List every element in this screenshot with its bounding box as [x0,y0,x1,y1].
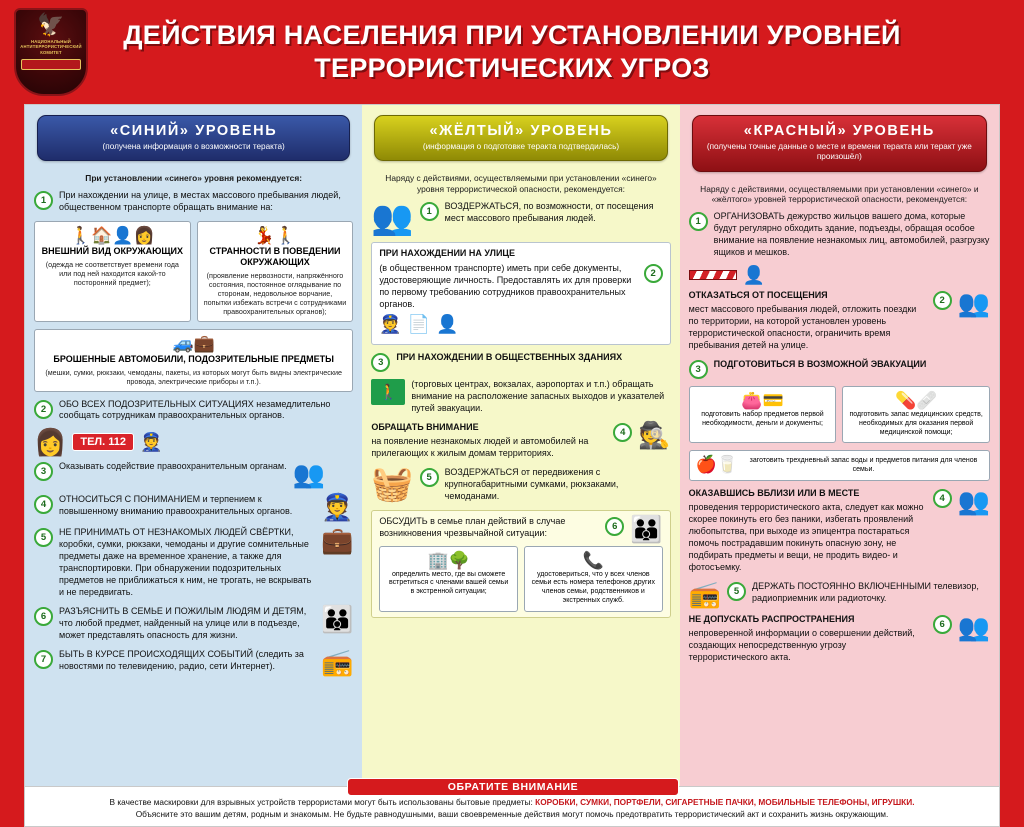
level-badge-blue [37,115,350,161]
level-badge-yellow [374,115,667,161]
item-text: проведения террористического акта, следует как можно скорее покинуть его без паники, избегать проявлений любопытства, при выходе из эпицентра постараться помочь пострадавшим покинуть опасную зону, не подбирать предметы и вещи, не продить видео- и фотосъемку. [688,502,924,573]
card-medicine [842,386,990,443]
level-blue-title: «СИНИЙ» УРОВЕНЬ [110,123,278,139]
card-phone-numbers [524,546,663,612]
radio-icon: 📻 [320,647,354,678]
item-heading: ОТКАЗАТЬСЯ ОТ ПОСЕЩЕНИЯ [688,290,828,301]
emergency-phone-badge: ТЕЛ. 112 [72,433,134,451]
title-line-1: ДЕЙСТВИЯ НАСЕЛЕНИЯ ПРИ УСТАНОВЛЕНИИ УРОВНЕЙ [123,20,901,51]
item-number: 2 [933,291,952,310]
item-number: 6 [933,615,952,634]
list-item [34,459,353,490]
item-text: Оказывать содействие правоохранительным органам. [59,461,287,472]
item-number: 6 [605,517,624,536]
card-appearance [34,221,191,322]
item-number: 6 [34,607,53,626]
level-red-subtitle: (получены точные данные о месте и времени теракта или теракт уже произошёл) [706,142,972,162]
policeman-icon: 👮 [379,313,402,334]
card-behaviour [197,221,354,322]
guard-icon: 👤 [742,265,766,286]
policeman-icon: 👮 [140,432,163,453]
panel-family-plan [371,510,670,618]
columns-container [25,105,999,793]
item-text: ДЕРЖАТЬ ПОСТОЯННО ВКЛЮЧЕННЫМИ телевизор, радиоприемник или радиоточку. [752,581,979,604]
list-item [34,606,353,642]
item-number: 5 [420,468,439,487]
attention-banner: ОБРАТИТЕ ВНИМАНИЕ [347,778,679,796]
item-number: 5 [727,582,746,601]
helping-people-icon: 👥 [292,459,325,490]
footer-line2: Объясните это вашим детям, родным и знакомым. Не будьте равнодушными, ваши своевременные действия могут помочь предотвратить террористический акт и сохранить жизнь окружающим. [135,809,889,820]
content-board [24,104,1000,794]
list-item [371,464,670,503]
item-text: При нахождении на улице, в местах массового пребывания людей, общественном транспорте обращать внимание на: [59,190,341,213]
item-text: РАЗЪЯСНИТЬ В СЕМЬЕ И ПОЖИЛЫМ ЛЮДЯМ И ДЕТЯМ, что любой предмет, найденный на улице или в подъезде, может представлять опасность для жизни. [59,606,307,641]
item-heading: ОКАЗАВШИСЬ ВБЛИЗИ ИЛИ В МЕСТЕ [688,488,860,499]
exit-sign-icon: 🚶 [371,379,405,405]
card-meeting-place [379,546,518,612]
list-item [34,190,353,214]
card-abandoned-objects [34,329,353,392]
list-item [34,399,353,423]
nervous-person-icon: 💃🚶 [253,226,297,246]
column-blue [25,105,362,793]
list-item [689,614,990,664]
citizen-icon: 👤 [436,313,459,334]
column-yellow-note: Наряду с действиями, осуществляемыми при установлении «синего» уровня террористической опасности, рекомендуется: [385,173,657,195]
item-number: 3 [34,462,53,481]
rumour-people-icon: 👥 [957,612,990,643]
panel-street [371,242,670,345]
list-item [34,492,354,523]
column-blue-note: При установлении «синего» уровня рекомендуется: [85,173,303,184]
rescue-help-icon: 👥 [957,486,990,517]
footer-line1-red: КОРОБКИ, СУМКИ, ПОРТФЕЛИ, СИГАРЕТНЫЕ ПАЧКИ, МОБИЛЬНЫЕ ТЕЛЕФОНЫ, ИГРУШКИ. [535,797,915,807]
poster-footer [24,781,1000,827]
column-red [680,105,999,793]
column-red-note: Наряду с действиями, осуществляемыми при установлении «синего» и «жёлтого» уровней террористической опасности, рекомендуется: [700,183,979,205]
item-heading: ПОДГОТОВИТЬСЯ В ВОЗМОЖНОЙ ЭВАКУАЦИИ [713,359,927,370]
title-line-2: ТЕРРОРИСТИЧЕСКИХ УГРОЗ [314,53,710,83]
crowd-icon: 👥 [371,199,414,238]
luggage-person-icon: 🧺 [371,464,414,503]
nac-emblem [14,8,88,96]
crowd-avoid-icon: 👥 [957,288,990,319]
item-text: ВОЗДЕРЖАТЬСЯ, по возможности, от посещения мест массового пребывания людей. [444,201,654,224]
list-item [689,359,990,379]
telephone-icon: 📞 [582,550,604,570]
card-body: (проявление нервозности, напряжённого состояния, постоянное оглядывание по сторонам, недовольное ворчание, попытки избежать встречи с сотрудниками правоохранительных органов); [203,270,347,316]
item-number: 1 [34,191,53,210]
eagle-icon: 🦅 [37,12,65,37]
wallet-icon: 👛💳 [741,391,784,411]
panel-heading: ПРИ НАХОЖДЕНИИ НА УЛИЦЕ [379,248,516,259]
item-text: ОРГАНИЗОВАТЬ дежурство жильцов вашего дома, которые будут регулярно обходить здание, подъезды, обращая особое внимание на появление незнакомых лиц, автомобилей, разгрузку ящиков и мешков. [713,211,990,258]
passport-icon: 📄 [407,313,431,334]
item-number: 2 [34,400,53,419]
item-heading: ПРИ НАХОЖДЕНИИ В ОБЩЕСТВЕННЫХ ЗДАНИЯХ [396,351,623,362]
item-text: ОБО ВСЕХ ПОДОЗРИТЕЛЬНЫХ СИТУАЦИЯХ незамедлительно сообщать сотрудникам правоохранительных органов. [59,398,331,421]
emblem-ribbon [21,59,81,70]
family-sofa-icon: 👪 [630,513,663,544]
emblem-text: НАЦИОНАЛЬНЫЙ АНТИТЕРРОРИСТИЧЕСКИЙ КОМИТЕТ [20,39,82,55]
item-text: ОБСУДИТЬ в семье план действий в случае возникновения чрезвычайной ситуации: [379,515,566,538]
item-text: (торговых центрах, вокзалах, аэропортах и т.п.) обращать внимание на расположение запасных выходов и указателей путей эвакуации. [411,378,665,413]
police-check-icon: 👮 [320,492,354,523]
card-body: удостовериться, что у всех членов семьи есть номера телефонов других членов семьи, родственников и экстренных служб. [531,570,655,604]
card-title: ВНЕШНИЙ ВИД ОКРУЖАЮЩИХ [41,246,184,257]
list-item [34,527,353,599]
suspicious-observer-icon: 🕵 [638,419,671,450]
evac-card-pair [689,386,990,443]
item-text: БЫТЬ В КУРСЕ ПРОИСХОДЯЩИХ СОБЫТИЙ (следить за новостями по телевидению, радио, сети Интернет). [59,649,304,672]
level-badge-red [692,115,987,172]
patrol-row [689,266,990,284]
person-phone-icon: 👩 [34,427,67,458]
list-item [688,579,990,610]
item-number: 3 [689,360,708,379]
list-item [371,352,670,372]
item-number: 3 [371,353,390,372]
list-item [34,647,354,678]
item-text: ОТНОСИТЬСЯ С ПОНИМАНИЕМ и терпением к повышенному вниманию правоохранительных органов. [59,494,293,517]
phone-row [34,427,353,458]
card-body: (одежда не соответствует времени года или под ней находится какой-то посторонний предмет); [45,259,179,287]
item-number: 7 [34,650,53,669]
item-number: 4 [933,489,952,508]
item-text: мест массового пребывания людей, отложить поездки по территории, на которой установлен уровень террористической опасности, ограничить время пребывания детей на улице. [688,304,917,351]
card-title: БРОШЕННЫЕ АВТОМОБИЛИ, ПОДОЗРИТЕЛЬНЫЕ ПРЕДМЕТЫ [53,353,334,364]
people-icon: 🚶🏠👤👩 [69,226,155,246]
blue-card-pair [34,221,353,322]
item-number: 4 [34,495,53,514]
card-body: подготовить набор предметов первой необходимости, деньги и документы; [701,411,824,427]
page-title [23,19,1000,85]
list-item [371,199,670,238]
column-yellow [362,105,679,793]
stranger-parcel-icon: 💼 [320,525,354,556]
map-icon: 🏢🌳 [427,550,470,570]
document-check-icons [379,315,662,333]
column-blue-items [25,190,362,690]
footer-line1-pre: В качестве маскировки для взрывных устройств террористами могут быть использованы бытовые предметы: [109,797,536,807]
item-number: 2 [644,264,663,283]
card-body: подготовить запас медицинских средств, необходимых для оказания первой медицинской помощи; [849,411,983,436]
column-red-items [680,211,999,679]
card-essentials [689,386,837,443]
food-water-icon: 🍎🥛 [695,455,738,475]
list-item [689,290,990,352]
item-heading: НЕ ДОПУСКАТЬ РАСПРОСТРАНЕНИЯ [688,614,855,625]
level-yellow-title: «ЖЁЛТЫЙ» УРОВЕНЬ [429,123,613,139]
level-red-title: «КРАСНЫЙ» УРОВЕНЬ [743,123,935,139]
family-plan-cards [379,546,662,612]
card-body: заготовить трехдневный запас воды и предметов питания для членов семьи. [749,457,978,473]
radio-receiver-icon: 📻 [688,579,722,610]
card-body: определить место, где вы сможете встретиться с членами вашей семьи в экстренной ситуации; [389,570,509,596]
card-food-water [689,450,990,481]
item-text: на появление незнакомых людей и автомобилей на прилегающих к жилым домам территориях. [371,435,589,458]
family-talk-icon: 👪 [320,604,354,635]
barrier-icon [689,270,737,280]
poster-header [0,0,1024,104]
list-item [689,488,990,574]
car-and-bag-icon: 🚙💼 [172,333,215,353]
level-yellow-subtitle: (информация о подготовке теракта подтвердилась) [422,142,620,151]
card-body: (мешки, сумки, рюкзаки, чемоданы, пакеты, из которых могут быть видны электрические провода, электрические приборы и т.п.). [45,367,342,386]
item-text: НЕ ПРИНИМАТЬ ОТ НЕЗНАКОМЫХ ЛЮДЕЙ СВЁРТКИ, коробки, сумки, рюкзаки, чемоданы и другие сомнительные предметы даже на временное хранение, а также для транспортировки. При обнаружении подозрительных предметов не приближаться к ним, не трогать, не вскрывать и не передвигать. [59,527,312,598]
first-aid-kit-icon: 💊🩹 [894,391,938,411]
column-yellow-items [362,201,679,633]
level-blue-subtitle: (получена информация о возможности теракта) [102,142,285,151]
item-text: ВОЗДЕРЖАТЬСЯ от передвижения с крупногабаритными сумками, рюкзаками, чемоданами. [444,466,619,501]
item-number: 1 [689,212,708,231]
item-number: 4 [613,423,632,442]
list-item [371,419,671,460]
item-text: непроверенной информации о совершении действий, создающих непосредственную угрозу террористического акта. [688,628,915,662]
card-title: СТРАННОСТИ В ПОВЕДЕНИИ ОКРУЖАЮЩИХ [209,246,341,267]
list-item [689,211,990,259]
item-number: 5 [34,528,53,547]
item-heading: ОБРАЩАТЬ ВНИМАНИЕ [371,421,479,432]
item-number: 1 [420,202,439,221]
item-text: (в общественном транспорте) иметь при себе документы, удостоверяющие личность. Предоставлять их для проверки по первому требованию сотрудников правоохранительных органов. [379,263,632,309]
